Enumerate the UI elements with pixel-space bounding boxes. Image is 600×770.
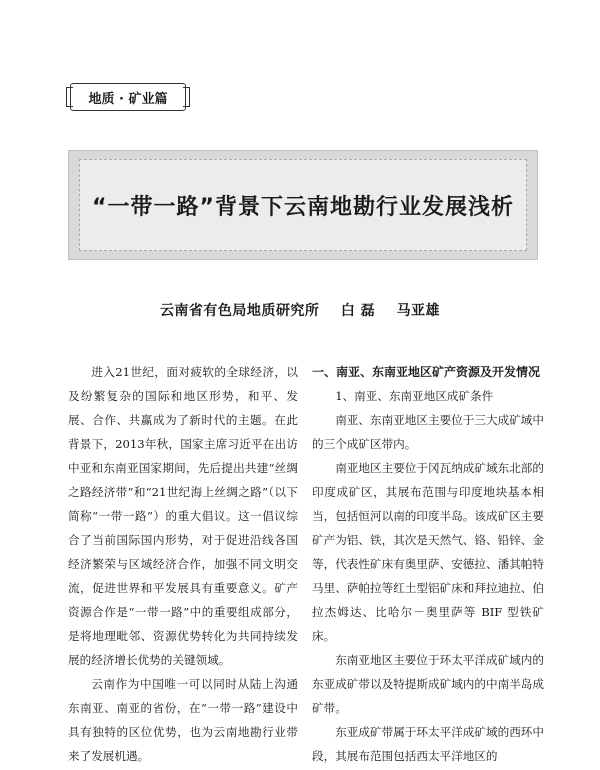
author-name: 马亚雄 (396, 303, 441, 319)
section-tag: 地质 · 矿业篇 (70, 83, 186, 111)
right-column (312, 360, 544, 768)
body-paragraph: 东亚成矿带属于环太平洋成矿域的西环中段，其展布范围包括西太平洋地区的 (312, 725, 544, 763)
body-paragraph: 东南亚地区主要位于环太平洋成矿域内的东亚成矿带以及特提斯成矿域内的中南半岛成矿带。 (312, 653, 544, 715)
body-paragraph: 南亚、东南亚地区主要位于三大成矿域中的三个成矿区带内。 (312, 413, 544, 451)
subsection-heading: 1、南亚、东南亚地区成矿条件 (335, 389, 494, 403)
left-column (68, 360, 298, 768)
title-banner (68, 150, 538, 260)
author-line (0, 300, 600, 320)
author-affiliation: 云南省有色局地质研究所 (159, 303, 320, 319)
title-banner-inner (79, 159, 527, 251)
body-paragraph: 南亚地区主要位于冈瓦纳成矿域东北部的印度成矿区，其展布范围与印度地块基本相当，包括恒河以南的印度半岛。该成矿区主要矿产为铝、铁，其次是天然气、铬、铅锌、金等，代表性矿床有奥里萨、安德拉、潘其帕特马里、萨帕拉等红土型铝矿床和拜拉迪拉、伯拉杰姆达、比哈尔－奥里萨等 BIF 型铁矿床。 (312, 461, 544, 643)
section-heading: 一、南亚、东南亚地区矿产资源及开发情况 (312, 365, 541, 379)
body-paragraph: 云南作为中国唯一可以同时从陆上沟通东南亚、南亚的省份，在“一带一路”建设中具有独特的区位优势，也为云南地勘行业带来了发展机遇。 (68, 677, 298, 763)
body-paragraph: 进入21世纪，面对疲软的全球经济，以及纷繁复杂的国际和地区形势，和平、发展、合作、共赢成为了新时代的主题。在此背景下，2013年秋，国家主席习近平在出访中亚和东南亚国家期间，先后提出共建“丝绸之路经济带”和“21世纪海上丝绸之路”（以下简称“一带一路”）的重大倡议。这一倡议综合了当前国际国内形势，对于促进沿线各国经济繁荣与区域经济合作，加强不同文明交流，促进世界和平发展具有重要意义。矿产资源合作是“一带一路”中的重要组成部分，是将地理毗邻、资源优势转化为共同持续发展的经济增长优势的关键领域。 (68, 365, 298, 667)
article-title: “一带一路”背景下云南地勘行业发展浅析 (92, 194, 514, 220)
author-name: 白 磊 (340, 303, 376, 319)
